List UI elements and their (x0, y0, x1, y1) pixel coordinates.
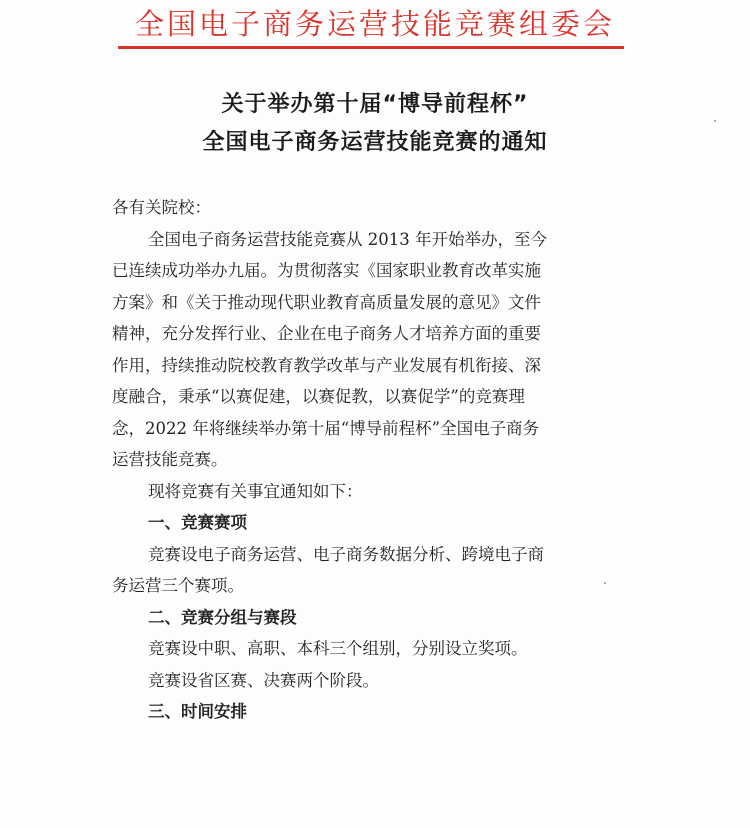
title-line-2: 全国电子商务运营技能竞赛的通知 (202, 130, 548, 155)
paragraph-1-line: 方案》和《关于推动现代职业教育高质量发展的意见》文件 (112, 292, 541, 312)
paragraph-1-line: 已连续成功举办九届。为贯彻落实《国家职业教育改革实施 (112, 261, 541, 280)
paragraph-1-line: 全国电子商务运营技能竞赛从 2013 年开始举办，至今 (148, 229, 547, 249)
scan-speck (714, 120, 716, 122)
paragraph-1-line: 作用，持续推动院校教育教学改革与产业发展有机衔接、深 (112, 355, 541, 375)
document-title (0, 86, 750, 162)
section-2-line: 竞赛设中职、高职、本科三个组别，分别设立奖项。 (148, 639, 528, 658)
salutation: 各有关院校： (112, 198, 211, 217)
paragraph-2: 现将竞赛有关事宜通知如下： (148, 481, 363, 501)
scan-speck (604, 582, 606, 584)
paragraph-1-line: 度融合，秉承“以赛促建，以赛促教，以赛促学”的竞赛理 (112, 387, 525, 406)
section-1-line: 务运营三个赛项。 (112, 576, 244, 595)
paragraph-1-line: 运营技能竞赛。 (112, 450, 228, 469)
paragraph-1-line: 念，2022 年将继续举办第十届“博导前程杯”全国电子商务 (112, 418, 540, 438)
organization-header: 全国电子商务运营技能竞赛组委会 (134, 7, 615, 41)
section-1-heading: 一、竞赛赛项 (148, 513, 247, 532)
red-divider-line (118, 46, 624, 49)
paragraph-1-line: 精神，充分发挥行业、企业在电子商务人才培养方面的重要 (112, 324, 541, 343)
section-2-heading: 二、竞赛分组与赛段 (148, 607, 297, 627)
section-3-heading: 三、时间安排 (148, 702, 247, 721)
title-line-1: 关于举办第十届“博导前程杯” (221, 92, 529, 117)
document-body (112, 192, 632, 728)
section-2-line: 竞赛设省区赛、决赛两个阶段。 (148, 670, 379, 690)
section-1-line: 竞赛设电子商务运营、电子商务数据分析、跨境电子商 (148, 544, 544, 564)
